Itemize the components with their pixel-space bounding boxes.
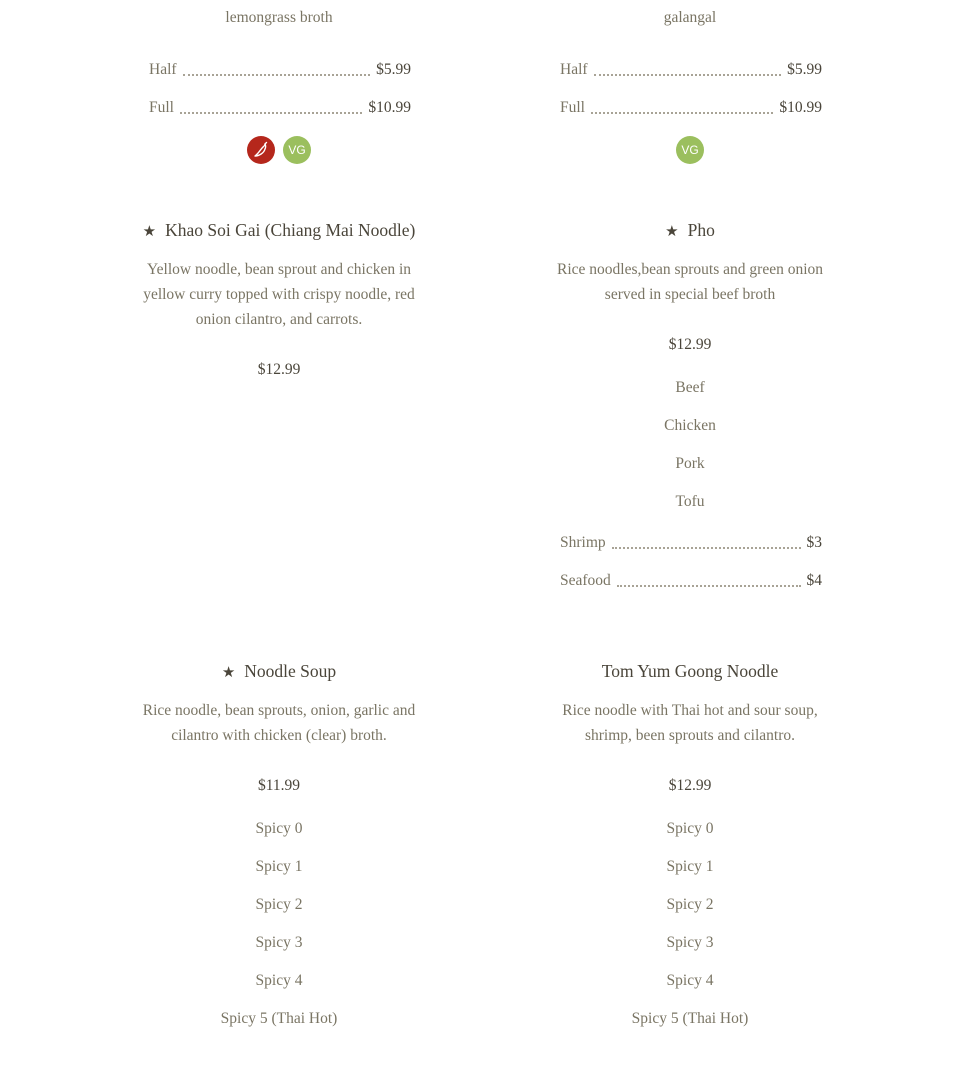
addon-row-shrimp[interactable] xyxy=(560,530,822,552)
star-icon: ★ xyxy=(142,224,157,240)
dot-leader xyxy=(612,547,801,549)
price: $10.99 xyxy=(368,99,411,116)
spice-level-option[interactable]: Spicy 0 xyxy=(255,820,303,837)
spice-level-option[interactable]: Spicy 1 xyxy=(666,858,714,875)
star-icon: ★ xyxy=(665,224,679,240)
spice-level-option[interactable]: Spicy 2 xyxy=(666,896,714,913)
price-row-full xyxy=(560,95,822,117)
dot-leader xyxy=(180,112,362,114)
size-label: Full xyxy=(149,99,174,116)
spice-level-option[interactable]: Spicy 2 xyxy=(255,896,303,913)
menu-item-price: $12.99 xyxy=(668,336,712,353)
spice-level-option[interactable]: Spicy 5 (Thai Hot) xyxy=(631,1010,749,1027)
menu-item-price: $11.99 xyxy=(257,777,301,794)
dot-leader xyxy=(594,74,782,76)
spice-level-option[interactable]: Spicy 4 xyxy=(666,972,714,989)
protein-option[interactable]: Chicken xyxy=(664,417,716,434)
title-text: Noodle Soup xyxy=(244,661,337,681)
price: $10.99 xyxy=(779,99,822,116)
title-text: Pho xyxy=(687,220,715,240)
spice-level-option[interactable]: Spicy 1 xyxy=(255,858,303,875)
menu-item-description: Rice noodles,bean sprouts and green onion served in special beef broth xyxy=(556,261,824,303)
menu-item-title xyxy=(525,220,855,241)
dot-leader xyxy=(591,112,773,114)
protein-option[interactable]: Pork xyxy=(675,455,705,472)
item-description-tail: lemongrass broth xyxy=(225,9,333,26)
addon-label: Shrimp xyxy=(560,534,606,551)
addon-row-seafood[interactable] xyxy=(560,568,822,590)
dot-leader xyxy=(617,585,801,587)
dot-leader xyxy=(183,74,371,76)
menu-item-description: Yellow noodle, bean sprout and chicken in yellow curry topped with crispy noodle, red onion cilantro, and carrots. xyxy=(143,261,415,328)
star-icon: ★ xyxy=(221,665,236,681)
price-row-half xyxy=(149,57,411,79)
menu-item-title xyxy=(525,661,855,682)
price: $5.99 xyxy=(376,61,411,78)
addon-price: $4 xyxy=(806,572,822,589)
menu-item-description: Rice noodle with Thai hot and sour soup, shrimp, been sprouts and cilantro. xyxy=(562,702,818,744)
title-text: Khao Soi Gai (Chiang Mai Noodle) xyxy=(165,220,416,240)
addon-price: $3 xyxy=(806,534,822,551)
menu-item-price: $12.99 xyxy=(257,361,301,378)
vegan-icon: VG xyxy=(676,136,704,164)
size-label: Full xyxy=(560,99,585,116)
price: $5.99 xyxy=(787,61,822,78)
menu-item-price: $12.99 xyxy=(668,777,712,794)
menu-item-description: Rice noodle, bean sprouts, onion, garlic and cilantro with chicken (clear) broth. xyxy=(142,702,416,744)
menu-item-title xyxy=(114,661,444,682)
item-description-tail: galangal xyxy=(663,9,717,26)
addon-label: Seafood xyxy=(560,572,611,589)
vegan-icon: VG xyxy=(283,136,311,164)
menu-item-title xyxy=(114,220,444,241)
spice-level-option[interactable]: Spicy 3 xyxy=(666,934,714,951)
protein-option[interactable]: Tofu xyxy=(675,493,705,510)
price-row-half xyxy=(560,57,822,79)
price-row-full xyxy=(149,95,411,117)
spice-level-option[interactable]: Spicy 4 xyxy=(255,972,303,989)
spice-level-option[interactable]: Spicy 5 (Thai Hot) xyxy=(220,1010,338,1027)
title-text: Tom Yum Goong Noodle xyxy=(601,661,779,681)
spice-level-option[interactable]: Spicy 0 xyxy=(666,820,714,837)
size-label: Half xyxy=(149,61,177,78)
size-label: Half xyxy=(560,61,588,78)
chili-pepper-icon-glyph xyxy=(252,141,270,159)
chili-pepper-icon xyxy=(247,136,275,164)
protein-option[interactable]: Beef xyxy=(675,379,705,396)
spice-level-option[interactable]: Spicy 3 xyxy=(255,934,303,951)
